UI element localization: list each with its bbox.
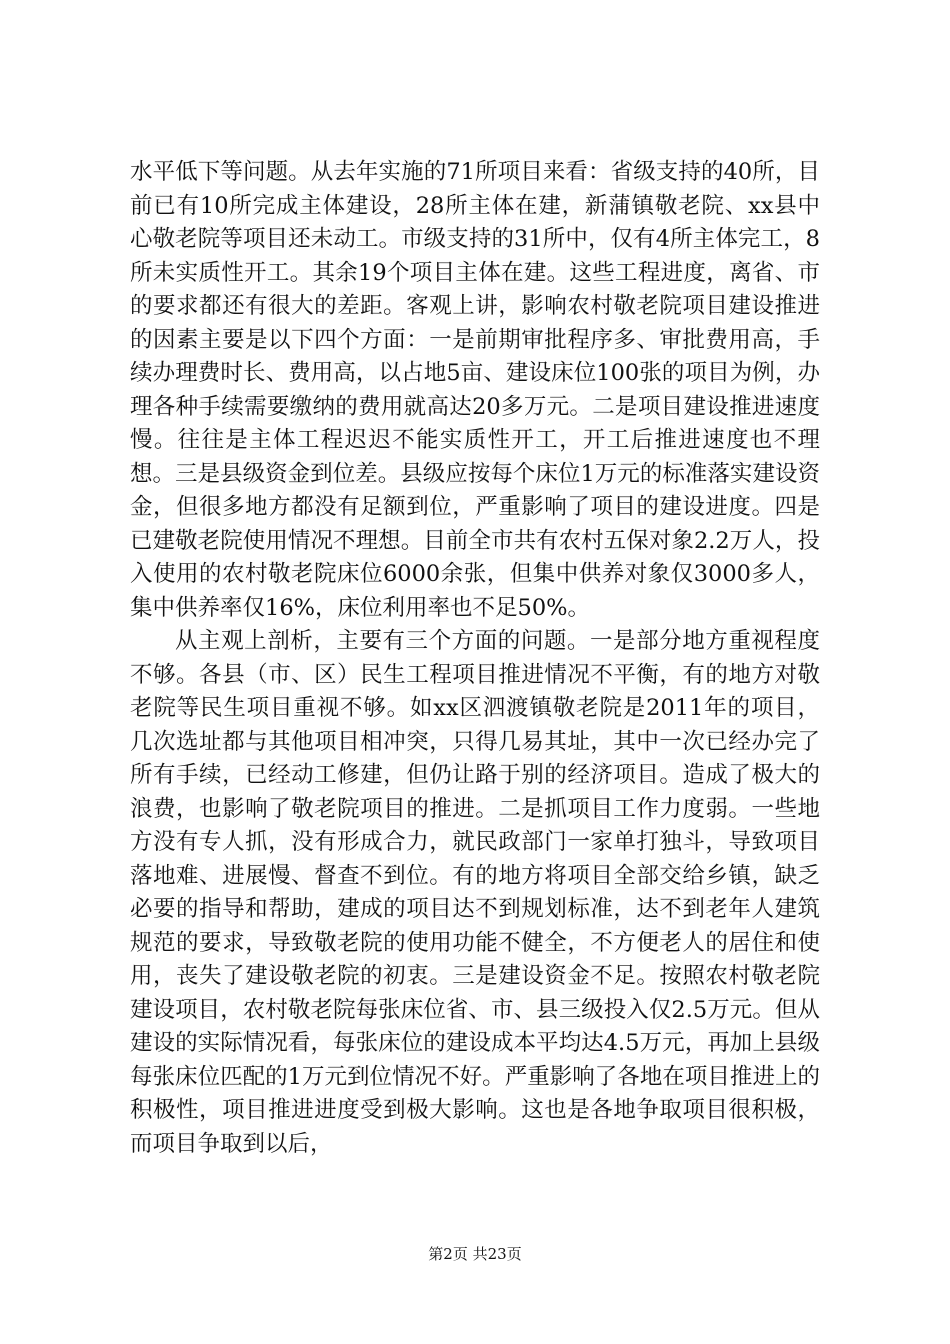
paragraph-subjective-analysis: 从主观上剖析，主要有三个方面的问题。一是部分地方重视程度不够。各县（市、区）民生工程项目推进情况不平衡，有的地方对敬老院等民生项目重视不够。如xx区泗渡镇敬老院是2011年的项目，几次选址都与其他项目相冲突，只得几易其址，其中一次已经办完了所有手续，已经动工修建，但仍让路于别的经济项目。造成了极大的浪费，也影响了敬老院项目的推进。二是抓项目工作力度弱。一些地方没有专人抓，没有形成合力，就民政部门一家单打独斗，导致项目落地难、进展慢、督查不到位。有的地方将项目全部交给乡镇，缺乏必要的指导和帮助，建成的项目达不到规划标准，达不到老年人建筑规范的要求，导致敬老院的使用功能不健全，不方便老人的居住和使用，丧失了建设敬老院的初衷。三是建设资金不足。按照农村敬老院建设项目，农村敬老院每张床位省、市、县三级投入仅2.5万元。但从建设的实际情况看，每张床位的建设成本平均达4.5万元，再加上县级每张床位匹配的1万元到位情况不好。严重影响了各地在项目推进上的积极性，项目推进进度受到极大影响。这也是各地争取项目很积极，而项目争取到以后， [130,628,820,1157]
paragraph-objective-factors: 水平低下等问题。从去年实施的71所项目来看：省级支持的40所，目前已有10所完成主体建设，28所主体在建，新蒲镇敬老院、xx县中心敬老院等项目还未动工。市级支持的31所中，仅有4所主体完工，8所未实质性开工。其余19个项目主体在建。这些工程进度，离省、市的要求都还有很大的差距。客观上讲，影响农村敬老院项目建设推进的因素主要是以下四个方面：一是前期审批程序多、审批费用高，手续办理费时长、费用高，以占地5亩、建设床位100张的项目为例，办理各种手续需要缴纳的费用就高达20多万元。二是项目建设推进速度慢。往往是主体工程迟迟不能实质性开工，开工后推进速度也不理想。三是县级资金到位差。县级应按每个床位1万元的标准落实建设资金，但很多地方都没有足额到位，严重影响了项目的建设进度。四是已建敬老院使用情况不理想。目前全市共有农村五保对象2.2万人，投入使用的农村敬老院床位6000余张，但集中供养对象仅3000多人，集中供养率仅16%，床位利用率也不足50%。 [130,159,820,621]
page-number-footer: 第2页 共23页 [428,1245,522,1263]
document-body [130,156,820,1161]
